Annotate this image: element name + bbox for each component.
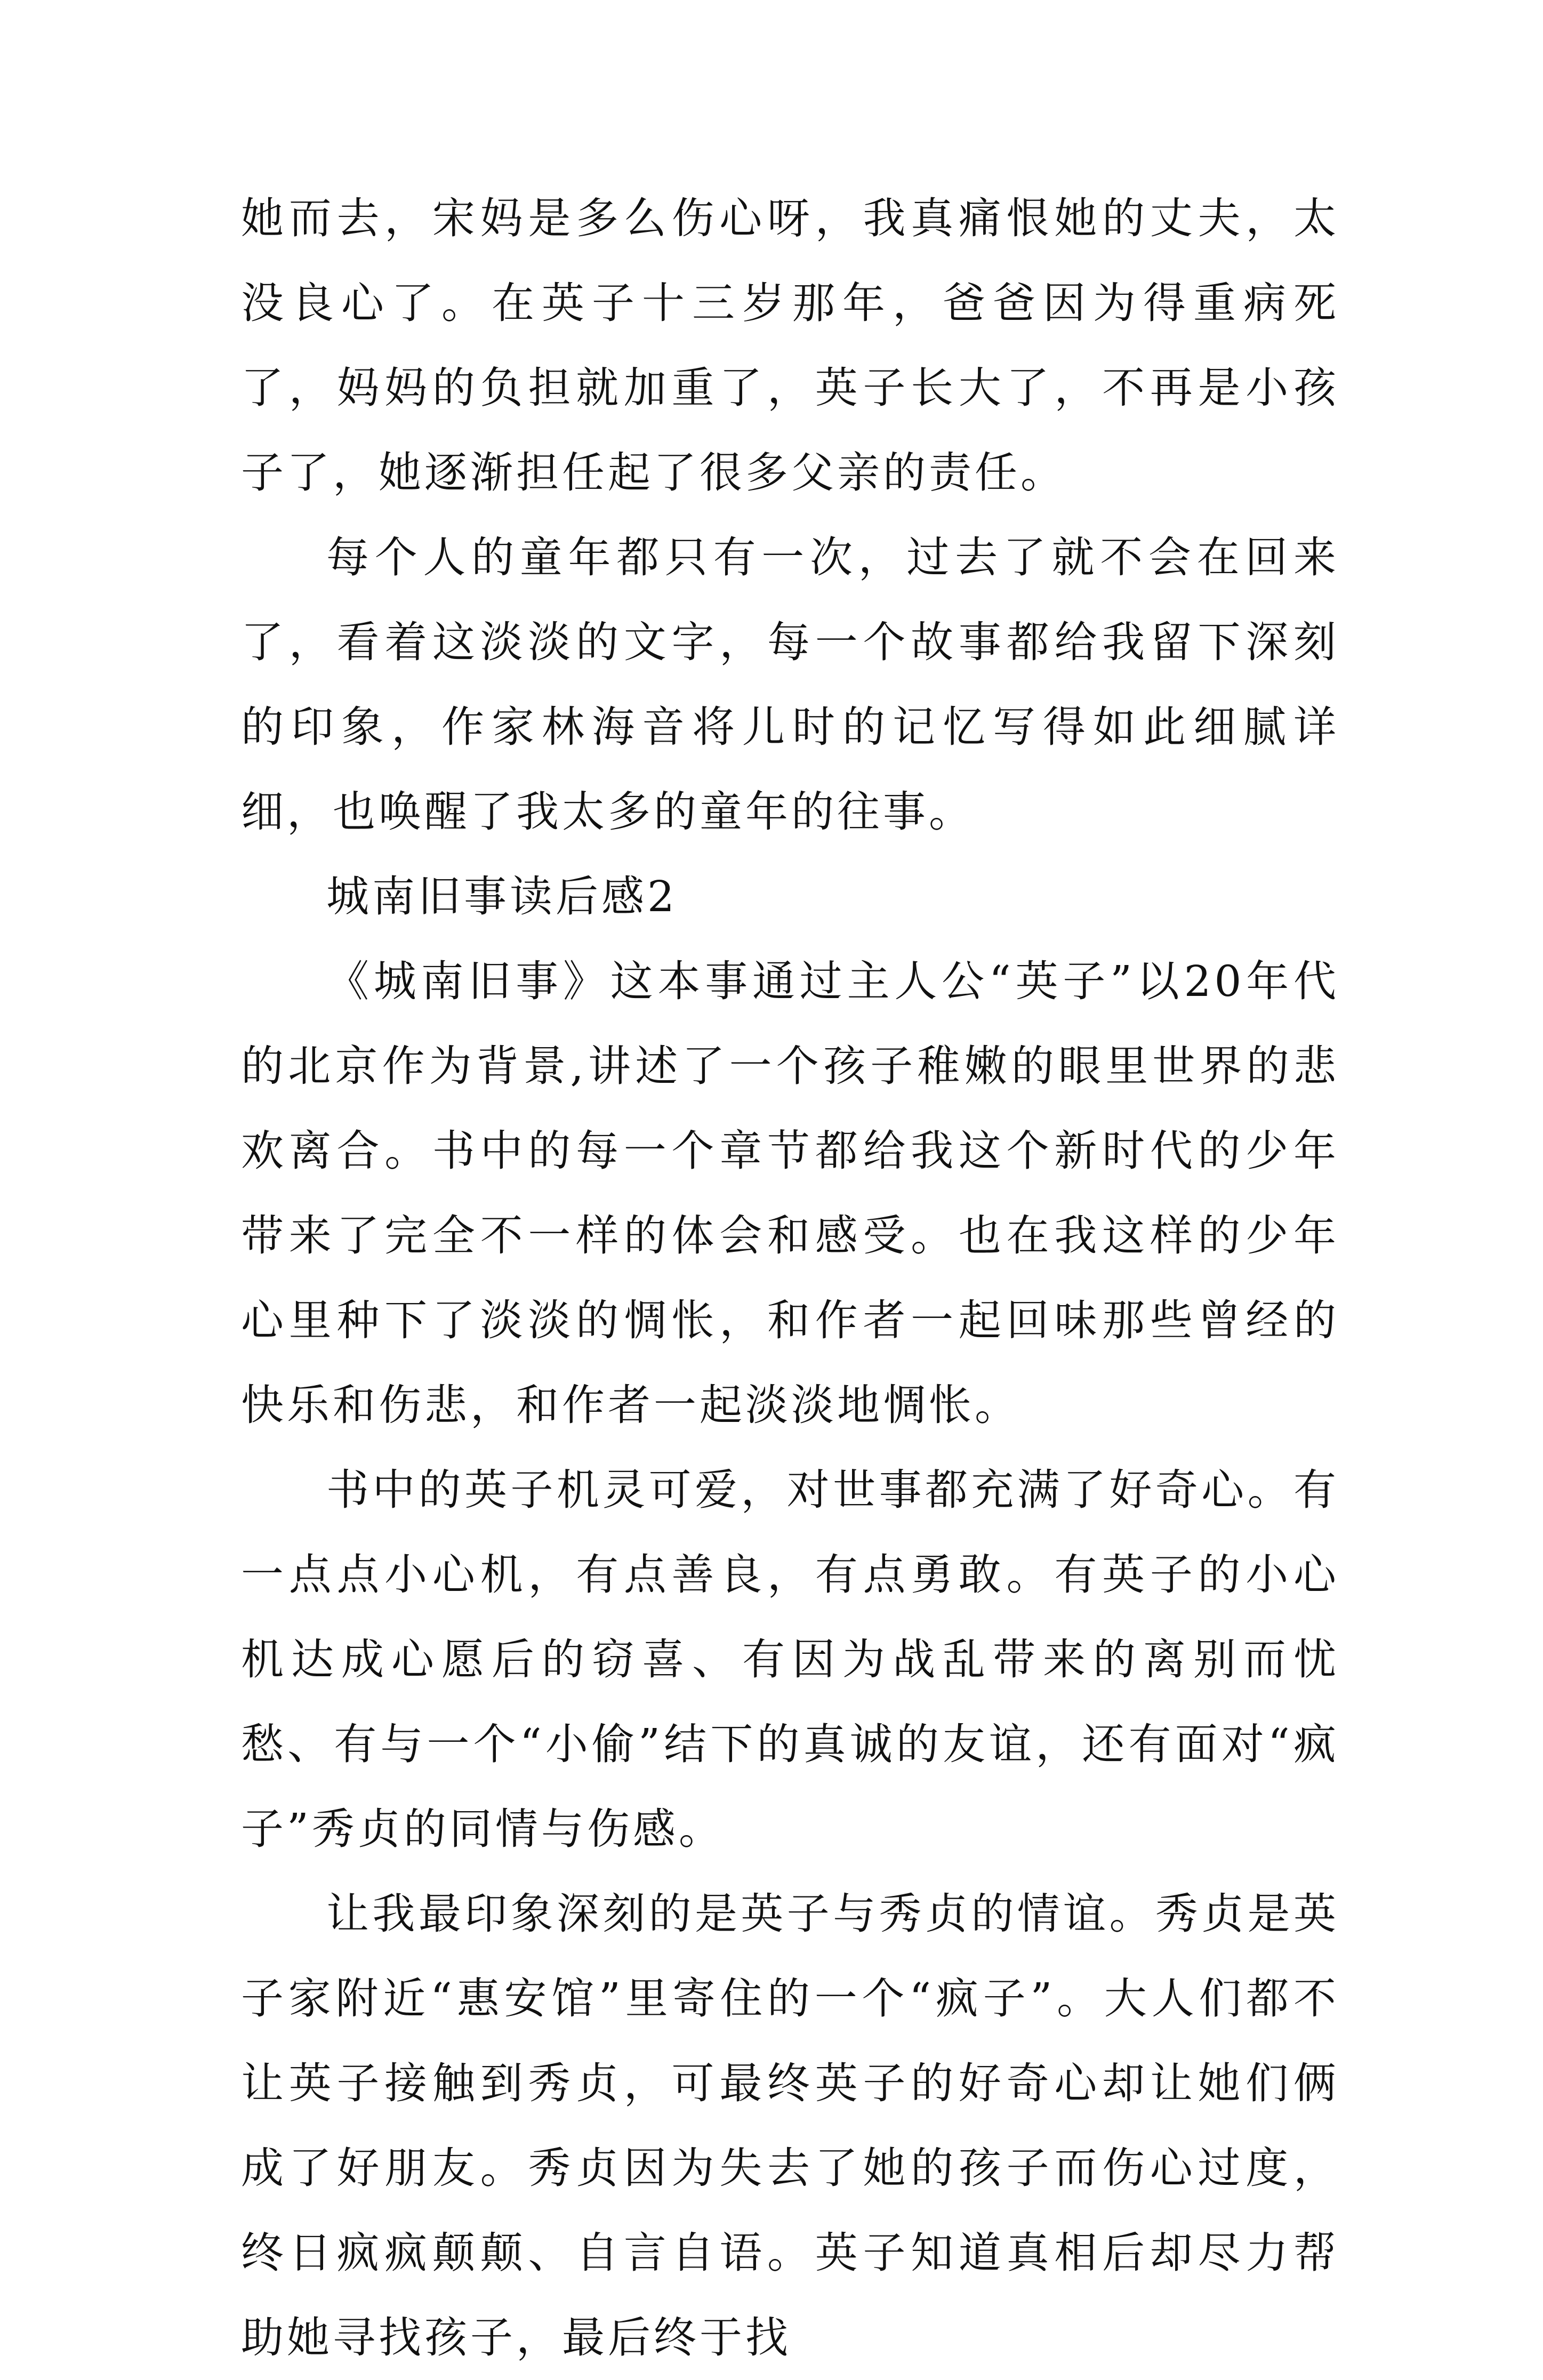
section-heading: 城南旧事读后感2 <box>326 872 678 921</box>
paragraph-4: 书中的英子机灵可爱，对世事都充满了好奇心。有一点点小心机，有点善良，有点勇敢。有英子的小心机达成心愿后的窃喜、有因为战乱带来的离别而忧愁、有与一个“小偷”结下的真诚的友谊，还有面对“疯子”秀贞的同情与伤感。 <box>241 1465 1339 1854</box>
paragraph-2: 每个人的童年都只有一次，过去了就不会在回来了，看着这淡淡的文字，每一个故事都给我留下深刻的印象，作家林海音将儿时的记忆写得如此细腻详细，也唤醒了我太多的童年的往事。 <box>241 533 1339 837</box>
paragraph-5: 让我最印象深刻的是英子与秀贞的情谊。秀贞是英子家附近“惠安馆”里寄住的一个“疯子”。大人们都不让英子接触到秀贞，可最终英子的好奇心却让她们俩成了好朋友。秀贞因为失去了她的孩子而伤心过度，终日疯疯颠颠、自言自语。英子知道真相后却尽力帮助她寻找孩子，最后终于找 <box>241 1889 1339 2362</box>
paragraph-1: 她而去，宋妈是多么伤心呀，我真痛恨她的丈夫，太没良心了。在英子十三岁那年，爸爸因为得重病死了，妈妈的负担就加重了，英子长大了，不再是小孩子了，她逐渐担任起了很多父亲的责任。 <box>241 194 1339 497</box>
paragraph-3: 《城南旧事》这本事通过主人公“英子”以20年代的北京作为背景,讲述了一个孩子稚嫩的眼里世界的悲欢离合。书中的每一个章节都给我这个新时代的少年带来了完全不一样的体会和感受。也在我这样的少年心里种下了淡淡的惆怅，和作者一起回味那些曾经的快乐和伤悲，和作者一起淡淡地惆怅。 <box>241 956 1339 1430</box>
document-body <box>241 176 1339 2380</box>
